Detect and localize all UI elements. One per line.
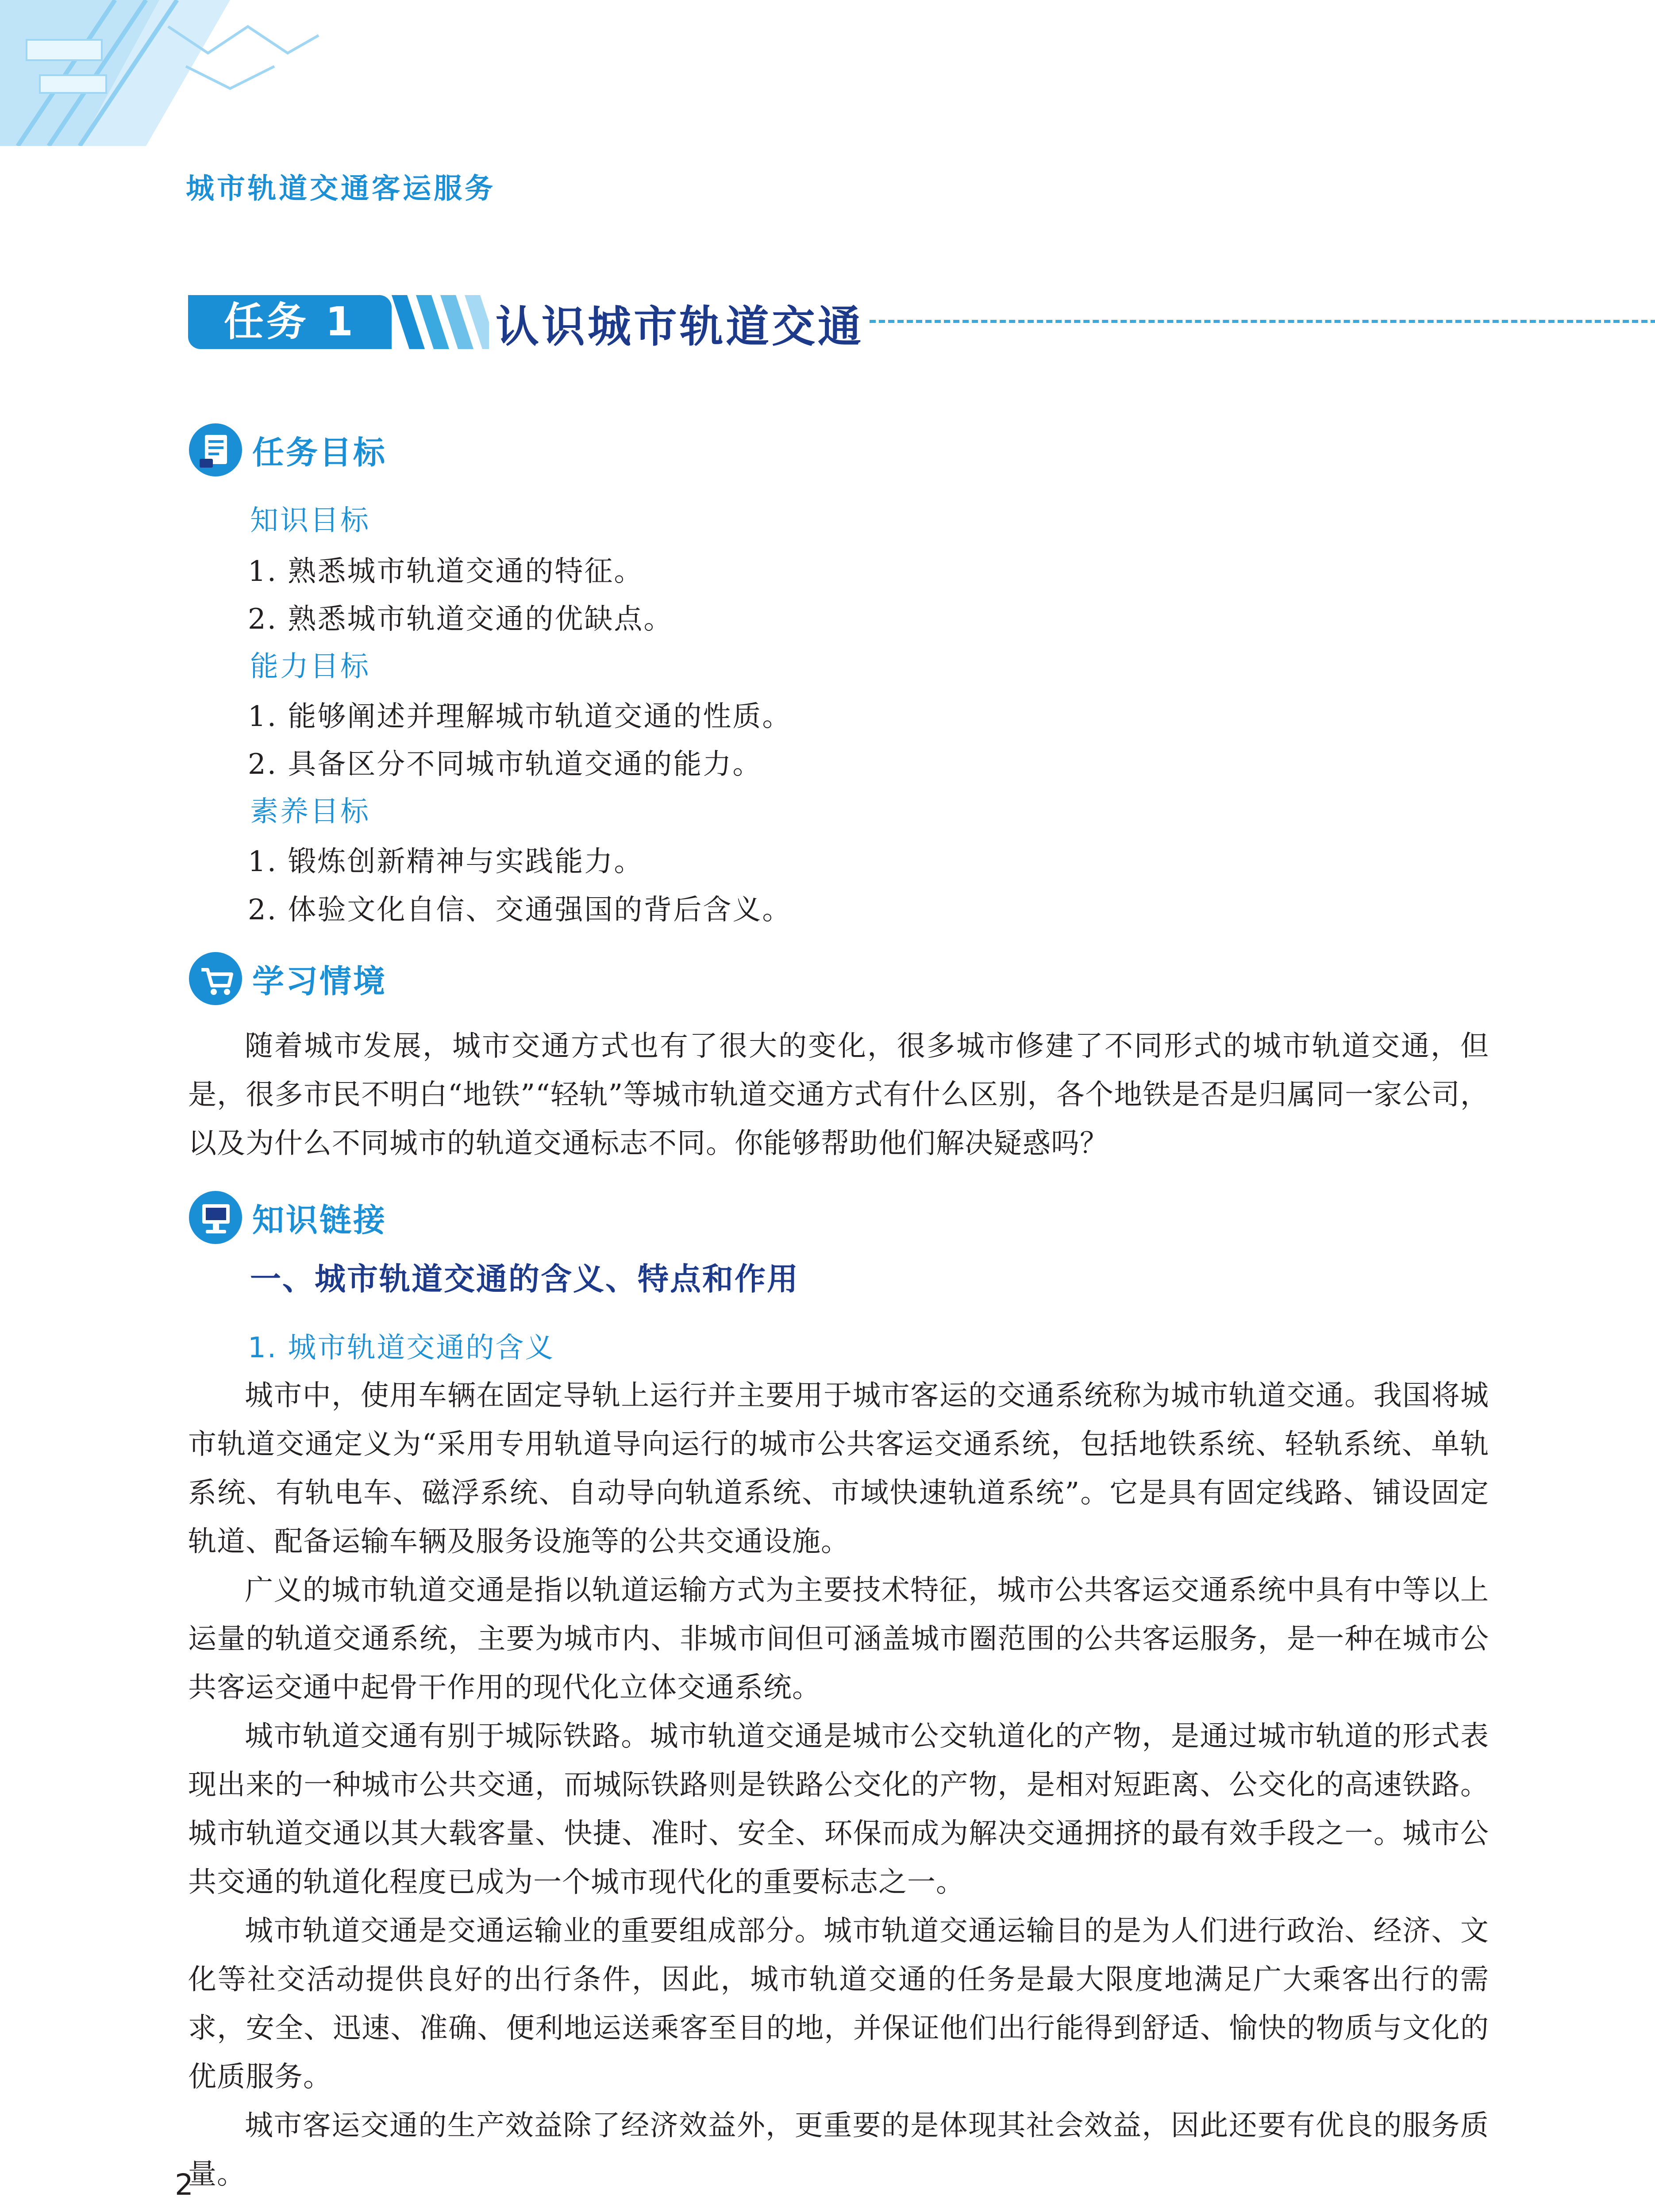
list-item: 2. 体验文化自信、交通强国的背后含义。 xyxy=(248,894,792,926)
book-title: 城市轨道交通客运服务 xyxy=(186,173,496,205)
scenario-label: 学习情境 xyxy=(252,963,387,1000)
body-paragraph: 广义的城市轨道交通是指以轨道运输方式为主要技术特征，城市公共客运交通系统中具有中等以上运量的轨道交通系统，主要为城市内、非城市间但可涵盖城市圈范围的公共客运服务，是一种在城市公共客运交通中起骨干作用的现代化立体交通系统。 xyxy=(188,1574,1489,1704)
scenario-paragraph: 随着城市发展，城市交通方式也有了很大的变化，很多城市修建了不同形式的城市轨道交通，但是，很多市民不明白“地铁”“轻轨”等城市轨道交通方式有什么区别，各个地铁是否是归属同一家公司，以及为什么不同城市的轨道交通标志不同。你能够帮助他们解决疑惑吗？ xyxy=(188,1030,1489,1160)
corner-decoration xyxy=(0,0,336,146)
document-icon xyxy=(188,422,243,478)
monitor-icon xyxy=(188,1190,243,1245)
body-paragraph: 城市中，使用车辆在固定导轨上运行并主要用于城市客运的交通系统称为城市轨道交通。我国将城市轨道交通定义为“采用专用轨道导向运行的城市公共客运交通系统，包括地铁系统、轻轨系统、单轨系统、有轨电车、磁浮系统、自动导向轨道系统、市域快速轨道系统”。它是具有固定线路、铺设固定轨道、配备运输车辆及服务设施等的公共交通设施。 xyxy=(188,1379,1489,1558)
section-title: 一、城市轨道交通的含义、特点和作用 xyxy=(250,1261,799,1297)
task-badge: 任务 1 xyxy=(188,295,392,349)
objectives-label: 任务目标 xyxy=(252,434,387,471)
list-item: 1. 熟悉城市轨道交通的特征。 xyxy=(248,555,644,588)
literacy-goal-title: 素养目标 xyxy=(250,795,370,828)
list-item: 1. 能够阐述并理解城市轨道交通的性质。 xyxy=(248,700,792,733)
body-paragraph: 城市轨道交通是交通运输业的重要组成部分。城市轨道交通运输目的是为人们进行政治、经济、文化等社交活动提供良好的出行条件，因此，城市轨道交通的任务是最大限度地满足广大乘客出行的需求，安全、迅速、准确、便利地运送乘客至目的地，并保证他们出行能得到舒适、愉快的物质与文化的优质服务。 xyxy=(188,1915,1489,2093)
list-item: 2. 熟悉城市轨道交通的优缺点。 xyxy=(248,603,674,636)
knowledge-goal-title: 知识目标 xyxy=(250,504,370,537)
body-paragraph: 城市轨道交通有别于城际铁路。城市轨道交通是城市公交轨道化的产物，是通过城市轨道的形式表现出来的一种城市公共交通，而城际铁路则是铁路公交化的产物，是相对短距离、公交化的高速铁路。城市轨道交通以其大载客量、快捷、准时、安全、环保而成为解决交通拥挤的最有效手段之一。城市公共交通的轨道化程度已成为一个城市现代化的重要标志之一。 xyxy=(188,1720,1489,1899)
scenario-heading xyxy=(188,951,454,1009)
list-item: 1. 锻炼创新精神与实践能力。 xyxy=(248,845,644,878)
cart-icon xyxy=(188,951,243,1006)
subsection-title: 1. 城市轨道交通的含义 xyxy=(248,1332,555,1364)
ability-goal-title: 能力目标 xyxy=(250,650,370,683)
task-title: 认识城市轨道交通 xyxy=(496,302,864,352)
body-paragraph: 城市客运交通的生产效益除了经济效益外，更重要的是体现其社会效益，因此还要有优良的服务质量。 xyxy=(188,2109,1489,2191)
task-banner xyxy=(188,290,1489,354)
knowledge-link-label: 知识链接 xyxy=(252,1202,387,1239)
page-number: 2 xyxy=(175,2168,193,2202)
objectives-heading xyxy=(188,422,454,480)
knowledge-link-heading xyxy=(188,1190,454,1248)
list-item: 2. 具备区分不同城市轨道交通的能力。 xyxy=(248,748,762,781)
dashed-divider xyxy=(870,320,1655,323)
stripes-decoration xyxy=(383,295,489,349)
